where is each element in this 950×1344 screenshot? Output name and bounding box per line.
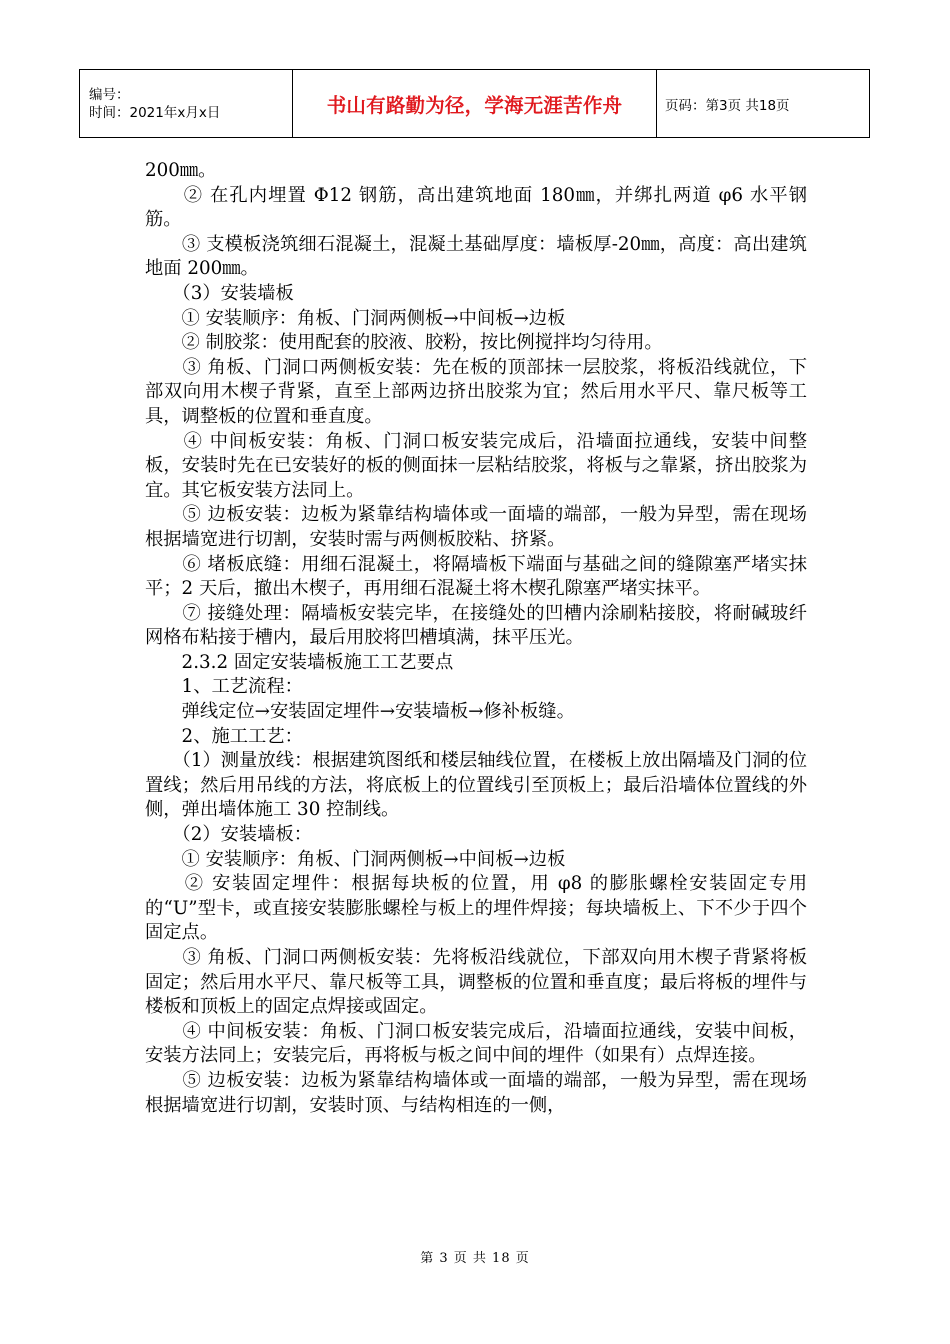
page-footer: 第 3 页 共 18 页 — [420, 1251, 530, 1266]
document-number-label: 编号： — [89, 86, 130, 103]
header-table — [79, 69, 870, 138]
paragraph: ② 安装固定埋件：根据每块板的位置，用 φ8 的膨胀螺栓安装固定专用的“U”型卡，或直接安装膨胀螺栓与板上的埋件焊接；每块墙板上、下不少于四个固定点。 — [145, 873, 807, 944]
paragraph: ⑤ 边板安装：边板为紧靠结构墙体或一面墙的端部，一般为异型，需在现场根据墙宽进行切割，安装时顶、与结构相连的一侧， — [145, 1069, 807, 1116]
paragraph: ② 在孔内埋置 Φ12 钢筋，高出建筑地面 180㎜，并绑扎两道 φ6 水平钢筋。 — [145, 184, 807, 231]
paragraph: （2）安装墙板： — [145, 824, 313, 846]
document-body — [145, 159, 807, 1118]
paragraph: ② 制胶浆：使用配套的胶液、胶粉，按比例搅拌均匀待用。 — [145, 332, 663, 354]
paragraph: ④ 中间板安装：角板、门洞口板安装完成后，沿墙面拉通线，安装中间整板，安装时先在已安装好的板的侧面抹一层粘结胶浆，将板与之靠紧，挤出胶浆为宜。其它板安装方法同上。 — [145, 430, 807, 501]
paragraph: 弹线定位→安装固定埋件→安装墙板→修补板缝。 — [145, 701, 575, 723]
paragraph: ⑤ 边板安装：边板为紧靠结构墙体或一面墙的端部，一般为异型，需在现场根据墙宽进行切割，安装时需与两侧板胶粘、挤紧。 — [145, 504, 807, 550]
paragraph: （3）安装墙板 — [145, 282, 294, 304]
document-time-label: 时间：2021年x月x日 — [89, 104, 221, 121]
header-meta-cell — [80, 70, 293, 138]
paragraph: ③ 角板、门洞口两侧板安装：先在板的顶部抹一层胶浆，将板沿线就位，下部双向用木楔子背紧，直至上部两边挤出胶浆为宜；然后用水平尺、靠尺板等工具，调整板的位置和垂直度。 — [145, 356, 807, 427]
paragraph: 200㎜。 — [145, 160, 217, 181]
paragraph: ⑦ 接缝处理：隔墙板安装完毕，在接缝处的凹槽内涂刷粘接胶，将耐碱玻纤网格布粘接于槽内，最后用胶将凹槽填满，抹平压光。 — [145, 602, 807, 649]
paragraph: ① 安装顺序：角板、门洞两侧板→中间板→边板 — [145, 307, 566, 329]
paragraph: ⑥ 堵板底缝：用细石混凝土，将隔墙板下端面与基础之间的缝隙塞严堵实抹平；2 天后，撤出木楔子，再用细石混凝土将木楔孔隙塞严堵实抹平。 — [145, 553, 807, 600]
section-heading: 2.3.2 固定安装墙板施工工艺要点 — [145, 651, 454, 673]
paragraph: ① 安装顺序：角板、门洞两侧板→中间板→边板 — [145, 848, 566, 870]
header-motto: 书山有路勤为径，学海无涯苦作舟 — [293, 70, 657, 138]
paragraph: ③ 支模板浇筑细石混凝土，混凝土基础厚度：墙板厚-20㎜，高度：高出建筑地面 200㎜。 — [145, 233, 807, 280]
paragraph: 1、工艺流程： — [145, 676, 303, 698]
paragraph: （1）测量放线：根据建筑图纸和楼层轴线位置，在楼板上放出隔墙及门洞的位置线；然后用吊线的方法，将底板上的位置线引至顶板上；最后沿墙体位置线的外侧，弹出墙体施工 30 控制线。 — [145, 750, 807, 821]
paragraph: ③ 角板、门洞口两侧板安装：先将板沿线就位，下部双向用木楔子背紧将板固定；然后用水平尺、靠尺板等工具，调整板的位置和垂直度；最后将板的埋件与楼板和顶板上的固定点焊接或固定。 — [145, 947, 807, 1018]
paragraph: ④ 中间板安装：角板、门洞口板安装完成后，沿墙面拉通线，安装中间板，安装方法同上；安装完后，再将板与板之间中间的埋件（如果有）点焊连接。 — [145, 1020, 807, 1067]
header-page-info: 页码：第3页 共18页 — [657, 70, 870, 138]
paragraph: 2、施工工艺： — [145, 725, 303, 747]
